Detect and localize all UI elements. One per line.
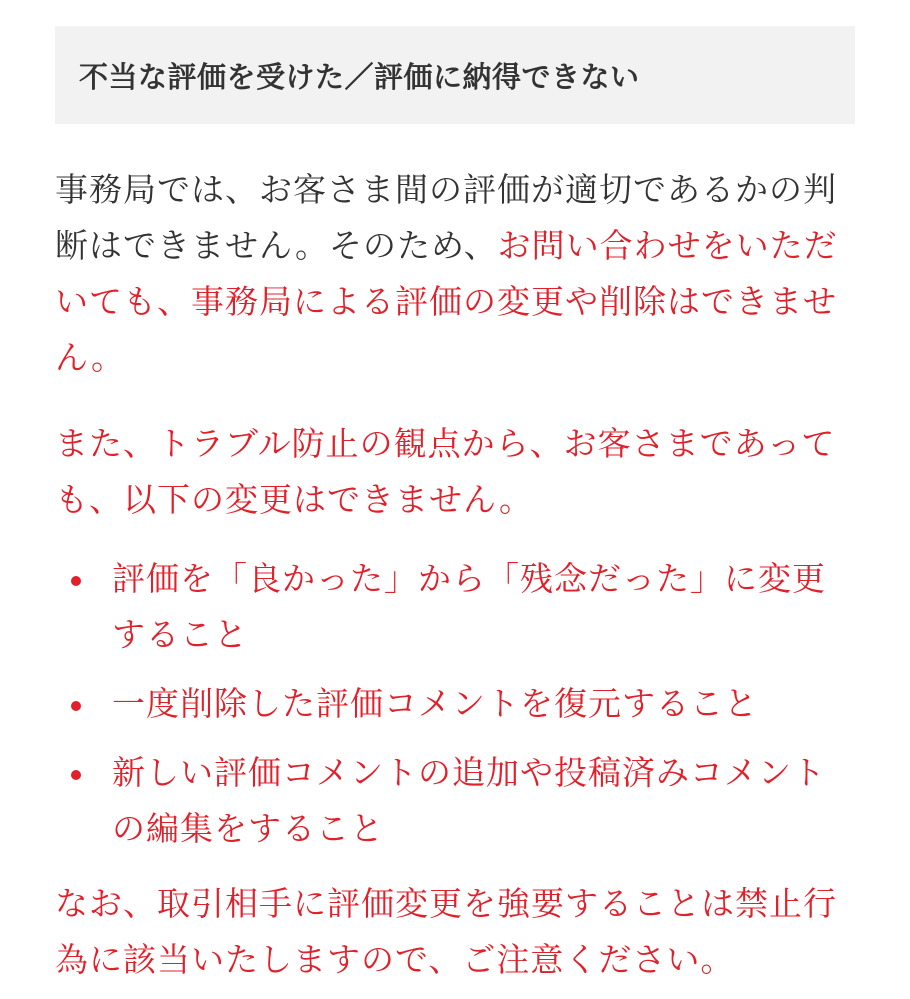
bullet-icon — [71, 701, 81, 711]
list-item-text: 新しい評価コメントの追加や投稿済みコメントの編集をすること — [112, 753, 826, 848]
article-section — [55, 26, 855, 988]
list-item-text: 評価を「良かった」から「残念だった」に変更すること — [112, 559, 826, 654]
bullet-icon — [71, 770, 81, 780]
restriction-paragraph: また、トラブル防止の観点から、お客さまであっても、以下の変更はできません。 — [55, 424, 836, 519]
intro-paragraph — [55, 162, 855, 386]
intro-text: 事務局では、お客さま間の評価が適切であるかの判断はできません。そのため、 — [55, 170, 837, 265]
list-item — [55, 676, 855, 732]
restriction-list — [55, 551, 855, 857]
intro-emphasis-text: お問い合わせをいただいても、事務局による評価の変更や削除はできません。 — [55, 226, 838, 377]
bullet-icon — [71, 576, 81, 586]
section-heading: 不当な評価を受けた／評価に納得できない — [79, 59, 640, 94]
list-item — [55, 745, 855, 857]
list-item-text: 一度削除した評価コメントを復元すること — [112, 684, 758, 723]
warning-paragraph: なお、取引相手に評価変更を強要することは禁止行為に該当いたしますので、ご注意ください。 — [55, 884, 837, 979]
section-heading-box — [55, 26, 855, 124]
list-item — [55, 551, 855, 663]
